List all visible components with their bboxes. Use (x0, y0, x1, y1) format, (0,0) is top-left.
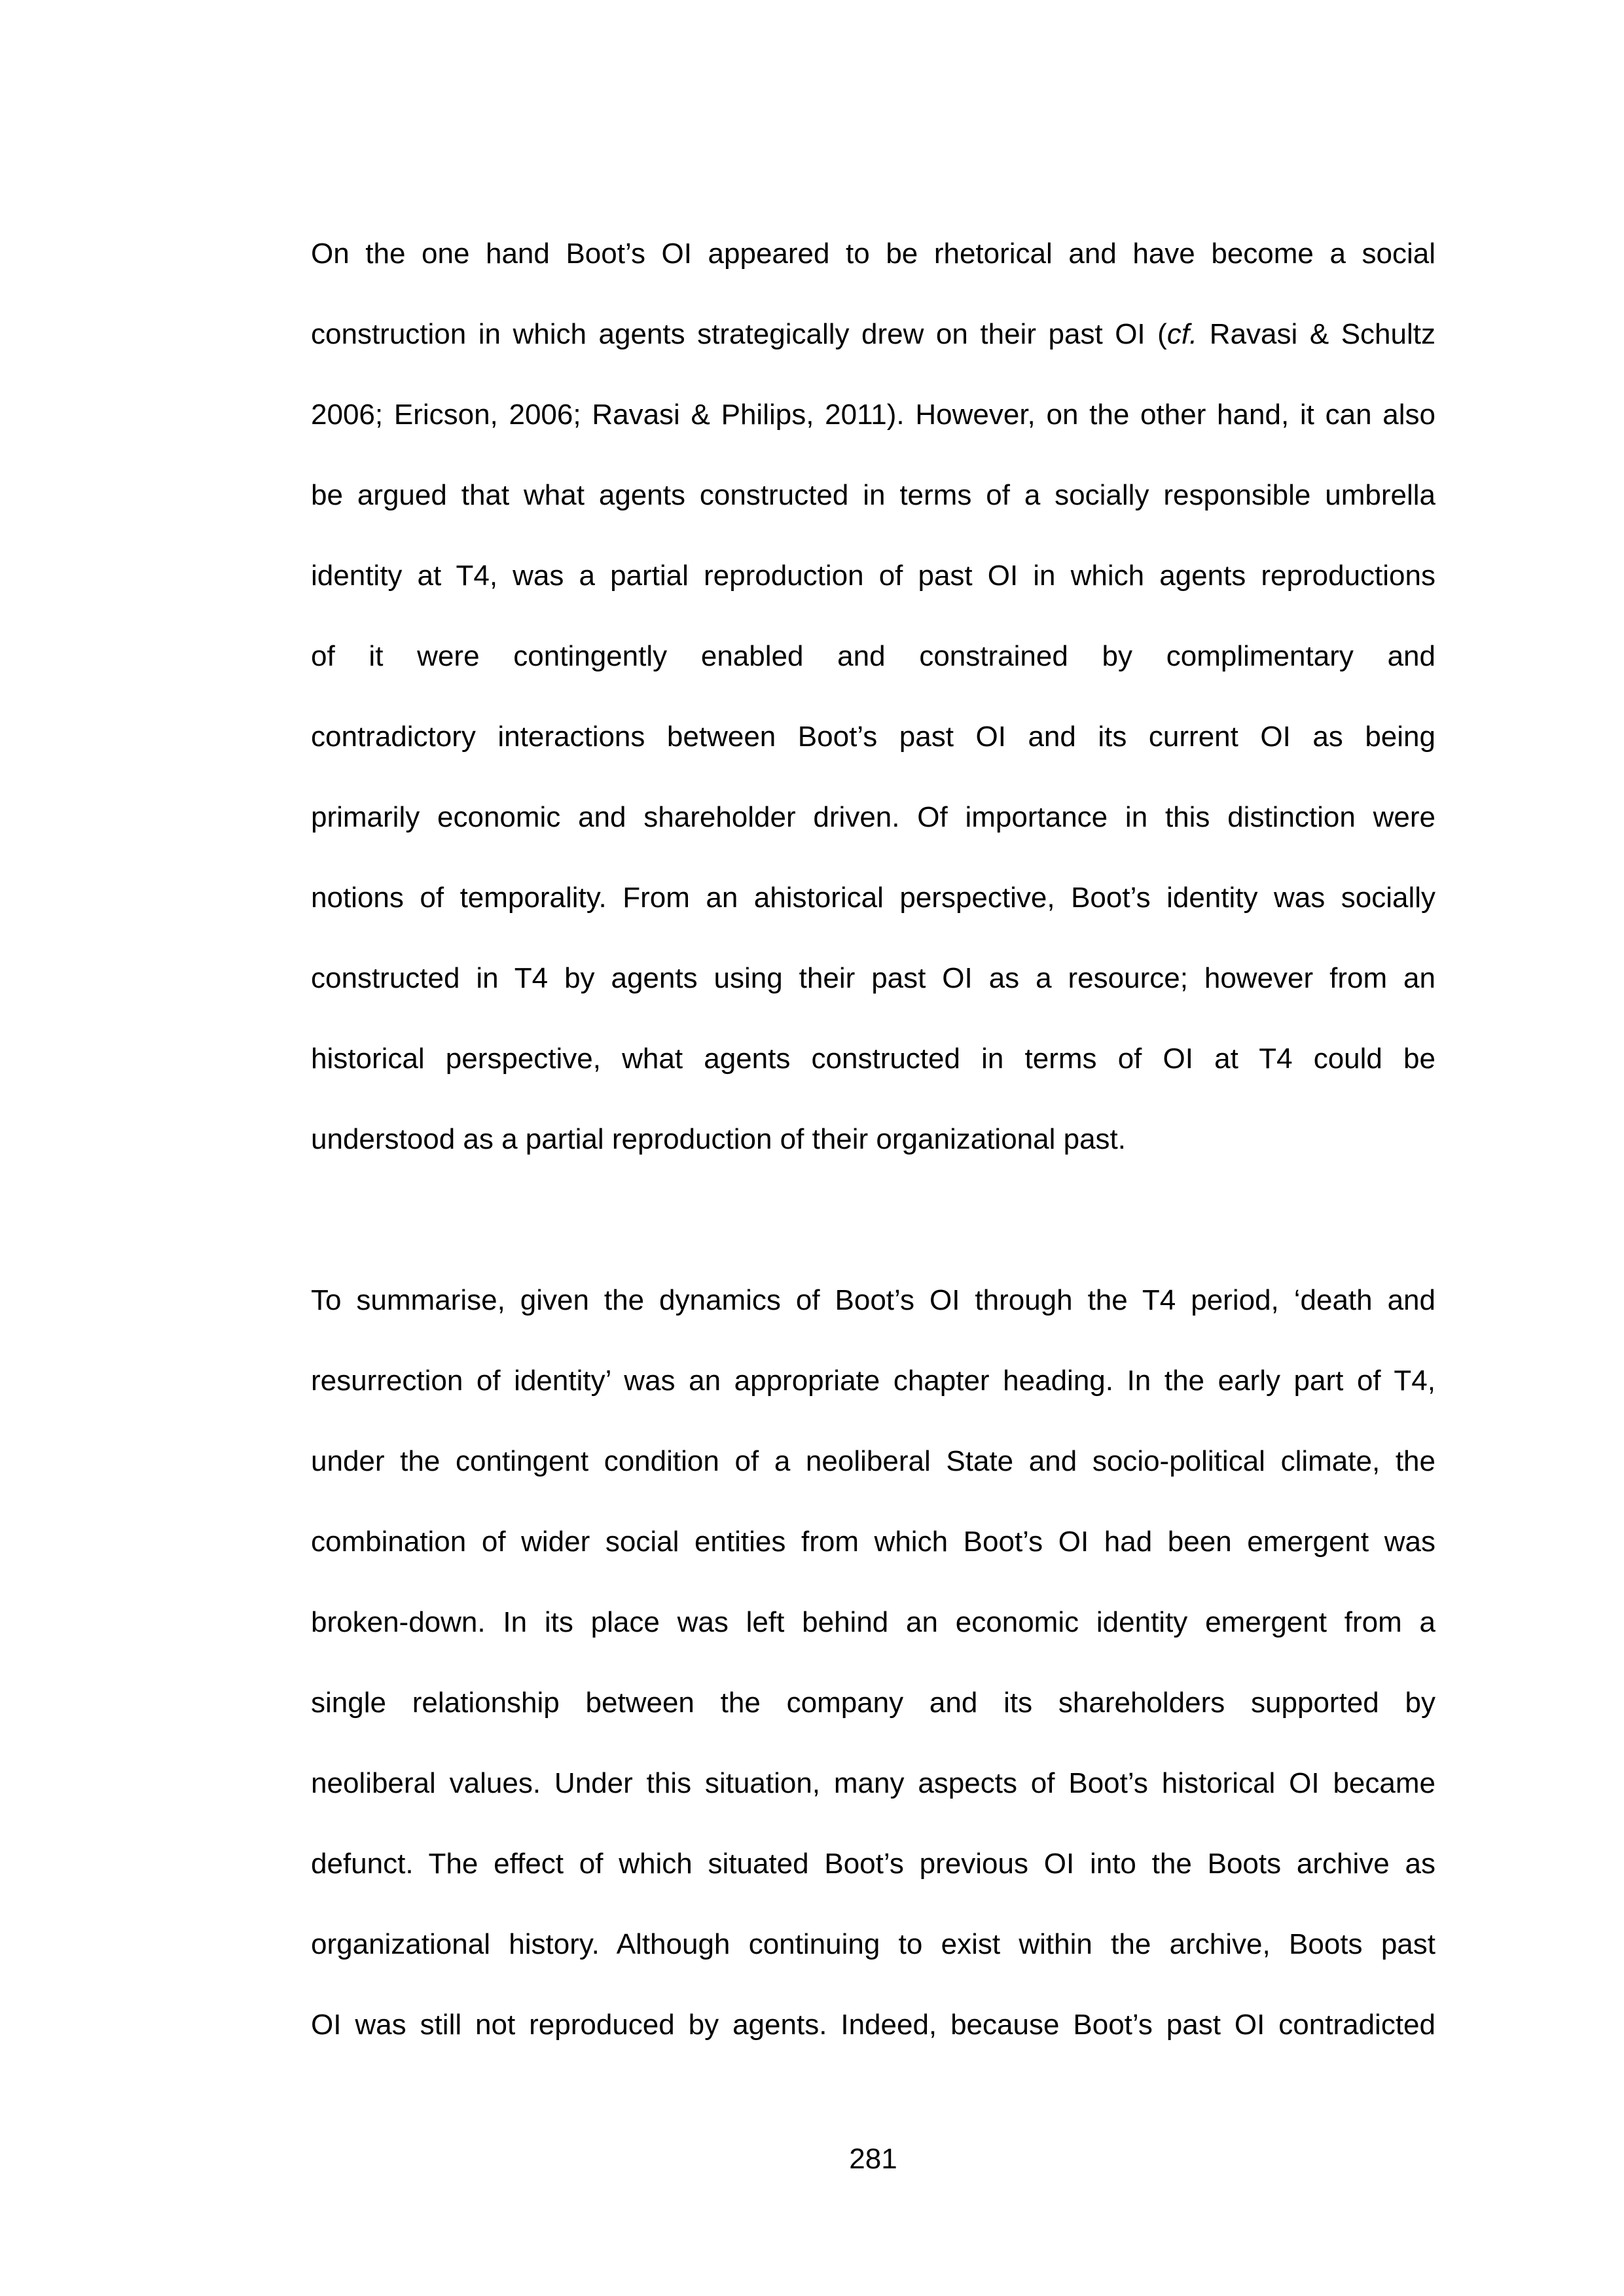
paragraph-line: contradictory interactions between Boot’s past OI and its current OI as being (311, 721, 1435, 753)
paragraph-line: broken-down. In its place was left behind an economic identity emergent from a (311, 1606, 1435, 1638)
paragraph-line: organizational history. Although continuing to exist within the archive, Boots past (311, 1928, 1435, 1960)
paragraph-line: of it were contingently enabled and constrained by complimentary and (311, 640, 1435, 672)
paragraph-2 (311, 1260, 1435, 2065)
paragraph-line: combination of wider social entities from which Boot’s OI had been emergent was (311, 1526, 1435, 1558)
line-text: construction in which agents strategically drew on their past OI ( (311, 318, 1167, 350)
paragraph-1 (311, 213, 1435, 1179)
paragraph-line (311, 294, 1435, 374)
paragraph-line: defunct. The effect of which situated Boot’s previous OI into the Boots archive as (311, 1848, 1435, 1880)
paragraph-line: On the one hand Boot’s OI appeared to be rhetorical and have become a social (311, 238, 1435, 270)
line-text: Ravasi & Schultz (1197, 318, 1435, 350)
paragraph-line: neoliberal values. Under this situation, many aspects of Boot’s historical OI became (311, 1767, 1435, 1799)
paragraph-line: notions of temporality. From an ahistorical perspective, Boot’s identity was socially (311, 882, 1435, 914)
paragraph-line: primarily economic and shareholder driven. Of importance in this distinction were (311, 801, 1435, 833)
paragraph-line: identity at T4, was a partial reproduction of past OI in which agents reproductions (311, 560, 1435, 592)
paragraph-line: historical perspective, what agents constructed in terms of OI at T4 could be (311, 1043, 1435, 1075)
paragraph-line: under the contingent condition of a neoliberal State and socio-political climate, the (311, 1445, 1435, 1477)
paragraph-line: OI was still not reproduced by agents. Indeed, because Boot’s past OI contradicted (311, 2009, 1435, 2041)
citation-cf-italic: cf. (1166, 318, 1198, 350)
paragraph-line: be argued that what agents constructed in terms of a socially responsible umbrella (311, 479, 1435, 511)
body-text (311, 213, 1435, 2065)
paragraph-line: resurrection of identity’ was an appropriate chapter heading. In the early part of T4, (311, 1365, 1435, 1397)
paragraph-line: 2006; Ericson, 2006; Ravasi & Philips, 2011). However, on the other hand, it can also (311, 399, 1435, 431)
page-number: 281 (849, 2143, 897, 2175)
paragraph-line: To summarise, given the dynamics of Boot’s OI through the T4 period, ‘death and (311, 1284, 1435, 1316)
paragraph-line: constructed in T4 by agents using their past OI as a resource; however from an (311, 962, 1435, 994)
paragraph-line: single relationship between the company and its shareholders supported by (311, 1687, 1435, 1719)
paragraph-last-line: understood as a partial reproduction of their organizational past. (311, 1123, 1126, 1155)
